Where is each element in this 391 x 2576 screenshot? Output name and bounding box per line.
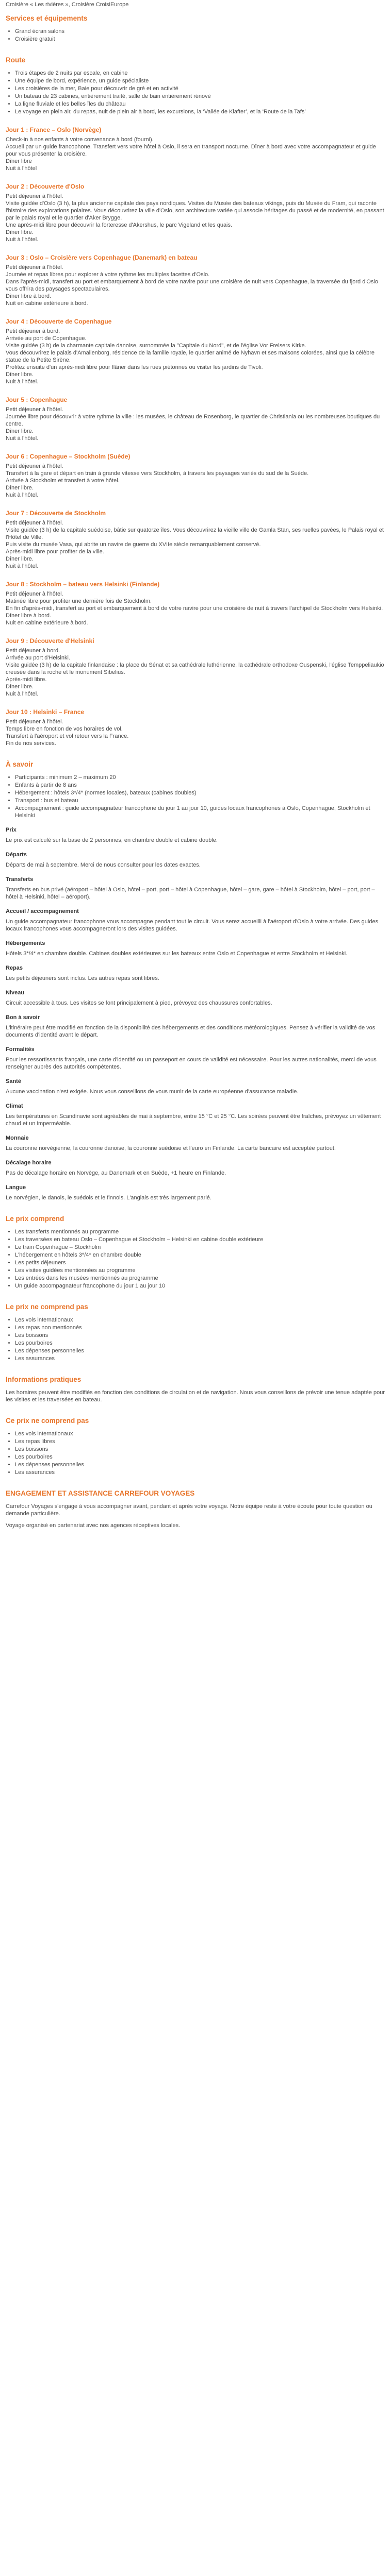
day-description xyxy=(6,328,385,385)
day-title: Jour 2 : Découverte d'Oslo xyxy=(6,183,85,190)
day-line: Petit déjeuner à bord. xyxy=(6,648,60,654)
cta-list xyxy=(6,1430,385,1476)
block-title: Transferts xyxy=(6,876,34,883)
list-item: • Le voyage en plein air, du repas, nuit de plein air à bord, les excursions, la ‘Vallée de Klafter’, et la ‘Route de la Tafs’ xyxy=(15,108,385,115)
info-text: Les horaires peuvent être modifiés en fonction des conditions de circulation et de navigation. Nous vous conseillons de prévoir une tenue adaptée pour les visites et les traversées en bateau. xyxy=(6,1389,385,1403)
day-description xyxy=(6,647,385,698)
block-text: L'itinéraire peut être modifié en fonction de la disponibilité des hébergements et des conditions météorologiques. Pensez à vérifier la validité de vos documents d'identité avant le départ. xyxy=(6,1025,376,1038)
list-item: • Les dépenses personnelles xyxy=(15,1461,385,1468)
block-title: Départs xyxy=(6,852,27,858)
day-description xyxy=(6,519,385,570)
day-line: Dans l'après-midi, transfert au port et embarquement à bord de votre navire pour une croisière de nuit vers Copenhague, la traversée du fjord d'Oslo vous offrira des paysages spectaculaires. xyxy=(6,279,379,292)
day-title: Jour 6 : Copenhague – Stockholm (Suède) xyxy=(6,453,131,460)
list-item: • L'hébergement en hôtels 3*/4* en chambre double xyxy=(15,1251,385,1259)
practical-blocks xyxy=(6,826,385,1201)
services-list xyxy=(6,28,385,43)
day-line: Vous découvrirez le palais d'Amalienborg, résidence de la famille royale, le quartier animé de Nyhavn et ses maisons colorées, ainsi que la célèbre statue de la Petite Sirène. xyxy=(6,350,375,363)
block-text: Pour les ressortissants français, une carte d'identité ou un passeport en cours de validité est nécessaire. Pour les autres nationalités, merci de vous renseigner auprès des autorités compétentes. xyxy=(6,1057,377,1070)
block-title: Climat xyxy=(6,1103,23,1109)
day-title: Jour 4 : Découverte de Copenhague xyxy=(6,318,112,325)
day-title: Jour 7 : Découverte de Stockholm xyxy=(6,510,106,517)
cta-title: Ce prix ne comprend pas xyxy=(6,1417,89,1425)
details-list xyxy=(6,774,385,819)
price-excludes-list xyxy=(6,1316,385,1362)
day-line: Profitez ensuite d'un après-midi libre pour flâner dans les rues piétonnes ou visiter les jardins de Tivoli. xyxy=(6,364,263,370)
day-line: Dîner libre. xyxy=(6,556,34,562)
list-item: • Enfants à partir de 8 ans xyxy=(15,782,385,789)
day-title: Jour 10 : Helsinki – France xyxy=(6,708,85,716)
day-line: Temps libre en fonction de vos horaires de vol. xyxy=(6,726,123,732)
day-line: Fin de nos services. xyxy=(6,740,56,747)
day-line: Dîner libre. xyxy=(6,428,34,434)
list-item: • Hébergement : hôtels 3*/4* (normes locales), bateaux (cabines doubles) xyxy=(15,789,385,796)
day-line: Dîner libre. xyxy=(6,371,34,378)
header-line: Croisière « Les rivières », Croisière CroisiEurope xyxy=(6,2,129,8)
block-title: Repas xyxy=(6,965,23,971)
day-line: Après-midi libre. xyxy=(6,676,47,683)
day-line: Petit déjeuner à bord. xyxy=(6,328,60,334)
day-description xyxy=(6,136,385,172)
block-text: Le norvégien, le danois, le suédois et le finnois. L'anglais est très largement parlé. xyxy=(6,1195,211,1201)
list-item: • Grand écran salons xyxy=(15,28,385,35)
list-item: • La ligne fluviale et les belles îles du château xyxy=(15,100,385,108)
day-line: Transfert à la gare et départ en train à grande vitesse vers Stockholm, à travers les paysages variés du sud de la Suède. xyxy=(6,470,309,477)
list-item: • Les visites guidées mentionnées au programme xyxy=(15,1267,385,1274)
list-item: • Les dépenses personnelles xyxy=(15,1347,385,1354)
day-title: Jour 9 : Découverte d'Helsinki xyxy=(6,637,94,645)
block-text: Transferts en bus privé (aéroport – hôtel à Oslo, hôtel – port, port – hôtel à Copenhague, hôtel – gare, gare – hôtel à Stockholm, hôtel – port, port – hôtel à Helsinki, hôtel – aéroport). xyxy=(6,887,375,900)
block-text: Les températures en Scandinavie sont agréables de mai à septembre, entre 15 °C et 25 °C. Les soirées peuvent être fraîches, prévoyez un vêtement chaud et un imperméable. xyxy=(6,1113,381,1127)
day-title: Jour 1 : France – Oslo (Norvège) xyxy=(6,126,102,133)
services-title: Services et équipements xyxy=(6,14,88,22)
day-title: Jour 5 : Copenhague xyxy=(6,396,68,403)
day-title: Jour 8 : Stockholm – bateau vers Helsinki (Finlande) xyxy=(6,581,160,588)
list-item: • Les vols internationaux xyxy=(15,1316,385,1324)
list-item: • Les boissons xyxy=(15,1332,385,1339)
day-line: Journée libre pour découvrir à votre rythme la ville : les musées, le château de Rosenborg, le quartier de Christiania ou les nombreuses boutiques du centre. xyxy=(6,414,380,427)
route-list xyxy=(6,70,385,115)
day-line: Transfert à l'aéroport et vol retour vers la France. xyxy=(6,733,129,739)
day-description xyxy=(6,406,385,442)
block-title: Hébergements xyxy=(6,940,45,946)
day-line: Accueil par un guide francophone. Transfert vers votre hôtel à Oslo, il sera en transport nocturne. Dîner à bord avec votre accompagnateur et guide pour vous présenter la croisière. xyxy=(6,144,376,157)
day-description xyxy=(6,463,385,499)
day-line: Petit déjeuner à l'hôtel. xyxy=(6,406,63,413)
list-item: • Les petits déjeuners xyxy=(15,1259,385,1266)
block-title: Langue xyxy=(6,1184,26,1191)
list-item: • Les boissons xyxy=(15,1446,385,1453)
day-line: Dîner libre à bord. xyxy=(6,293,52,299)
list-item: • Les assurances xyxy=(15,1355,385,1362)
day-description xyxy=(6,264,385,307)
day-line: Nuit à l'hôtel. xyxy=(6,691,39,697)
day-line: Nuit à l'hôtel xyxy=(6,165,37,172)
day-line: Dîner libre. xyxy=(6,229,34,235)
list-item: • Les traversées en bateau Oslo – Copenhague et Stockholm – Helsinki en cabine double extérieure xyxy=(15,1236,385,1243)
day-line: Visite guidée (3 h) de la charmante capitale danoise, surnommée la "Capitale du Nord", et de l'église Vor Frelsers Kirke. xyxy=(6,343,306,349)
day-title: Jour 3 : Oslo – Croisière vers Copenhague (Danemark) en bateau xyxy=(6,254,198,261)
footer-text: Voyage organisé en partenariat avec nos agences réceptives locales. xyxy=(6,1522,181,1529)
day-line: Nuit à l'hôtel. xyxy=(6,379,39,385)
day-line: Puis visite du musée Vasa, qui abrite un navire de guerre du XVIIe siècle remarquablement conservé. xyxy=(6,541,261,548)
list-item: • Participants : minimum 2 – maximum 20 xyxy=(15,774,385,781)
list-item: • Les vols internationaux xyxy=(15,1430,385,1437)
block-title: Décalage horaire xyxy=(6,1160,52,1166)
day-line: Dîner libre à bord. xyxy=(6,613,52,619)
day-line: Nuit en cabine extérieure à bord. xyxy=(6,620,88,626)
block-title: Bon à savoir xyxy=(6,1014,40,1021)
day-description xyxy=(6,718,385,747)
block-title: Prix xyxy=(6,827,17,833)
day-description xyxy=(6,590,385,626)
day-line: Nuit à l'hôtel. xyxy=(6,563,39,569)
list-item: • Les repas non mentionnés xyxy=(15,1324,385,1331)
day-line: Petit déjeuner à l'hôtel. xyxy=(6,591,63,597)
day-line: Une après-midi libre pour découvrir la forteresse d'Akershus, le parc Vigeland et les quais. xyxy=(6,222,233,228)
day-line: Journée et repas libres pour explorer à votre rythme les multiples facettes d'Oslo. xyxy=(6,272,210,278)
info-title: Informations pratiques xyxy=(6,1376,82,1383)
block-title: Niveau xyxy=(6,990,25,996)
price-includes-list xyxy=(6,1228,385,1290)
list-item: • Les pourboires xyxy=(15,1340,385,1347)
list-item: • Le train Copenhague – Stockholm xyxy=(15,1244,385,1251)
day-line: Petit déjeuner à l'hôtel. xyxy=(6,719,63,725)
day-line: En fin d'après-midi, transfert au port et embarquement à bord de votre navire pour une croisière de nuit à travers l'archipel de Stockholm vers Helsinki. xyxy=(6,605,383,612)
day-line: Petit déjeuner à l'hôtel. xyxy=(6,264,63,270)
list-item: • Croisière gratuit xyxy=(15,36,385,43)
day-line: Visite guidée (3 h) de la capitale finlandaise : la place du Sénat et sa cathédrale luthérienne, la cathédrale orthodoxe Ouspenski, l'église Temppeliaukio creusée dans la roche et le monument Sibelius. xyxy=(6,662,384,675)
day-line: Après-midi libre pour profiter de la ville. xyxy=(6,549,104,555)
block-text: Un guide accompagnateur francophone vous accompagne pendant tout le circuit. Vous serez accueilli à l'aéroport d'Oslo à votre arrivée. Des guides locaux francophones vous accompagneront lors des visites guidées. xyxy=(6,919,379,932)
day-line: Dîner libre. xyxy=(6,684,34,690)
day-line: Check-in à nos enfants à votre convenance à bord (fourni). xyxy=(6,137,154,143)
list-item: • Accompagnement : guide accompagnateur francophone du jour 1 au jour 10, guides locaux francophones à Oslo, Copenhague, Stockholm et Helsinki xyxy=(15,805,385,819)
day-line: Arrivée à Stockholm et transfert à votre hôtel. xyxy=(6,478,120,484)
day-line: Nuit à l'hôtel. xyxy=(6,492,39,498)
day-line: Petit déjeuner à l'hôtel. xyxy=(6,463,63,469)
day-line: Visite guidée d'Oslo (3 h), la plus ancienne capitale des pays nordiques. Visites du Musée des bateaux vikings, puis du Musée du Fram, qui raconte l'histoire des explorations polaires. Vous découvrirez la ville d'Oslo, son architecture variée qui associe héritages du passé et de modernité, en passant par le palais royal et le quartier d'Aker Brygge. xyxy=(6,200,384,221)
day-line: Petit déjeuner à l'hôtel. xyxy=(6,193,63,199)
block-text: Hôtels 3*/4* en chambre double. Cabines doubles extérieures sur les bateaux entre Oslo et Copenhague et entre Stockholm et Helsinki. xyxy=(6,951,348,957)
block-text: Les petits déjeuners sont inclus. Les autres repas sont libres. xyxy=(6,975,159,981)
list-item: • Les entrées dans les musées mentionnés au programme xyxy=(15,1275,385,1282)
day-line: Nuit à l'hôtel. xyxy=(6,236,39,243)
day-line: Matinée libre pour profiter une dernière fois de Stockholm. xyxy=(6,598,152,604)
block-title: Formalités xyxy=(6,1046,35,1053)
day-line: Visite guidée (3 h) de la capitale suédoise, bâtie sur quatorze îles. Vous découvrirez la vieille ville de Gamla Stan, ses ruelles pavées, le Palais royal et l'Hôtel de Ville. xyxy=(6,527,384,540)
list-item: • Les repas libres xyxy=(15,1438,385,1445)
day-line: Nuit en cabine extérieure à bord. xyxy=(6,300,88,307)
itinerary xyxy=(6,126,385,747)
block-title: Santé xyxy=(6,1078,21,1084)
day-line: Dîner libre xyxy=(6,158,32,164)
list-item: • Les transferts mentionnés au programme xyxy=(15,1228,385,1235)
list-item: • Un bateau de 23 cabines, entièrement traité, salle de bain entièrement rénové xyxy=(15,93,385,100)
block-text: Aucune vaccination n'est exigée. Nous vous conseillons de vous munir de la carte européenne d'assurance maladie. xyxy=(6,1089,299,1095)
day-line: Arrivée au port de Copenhague. xyxy=(6,335,87,342)
list-item: • Les pourboires xyxy=(15,1453,385,1461)
day-line: Dîner libre. xyxy=(6,485,34,491)
day-description xyxy=(6,193,385,243)
price-excludes-title: Le prix ne comprend pas xyxy=(6,1303,88,1311)
list-item: • Les croisières de la mer, Baie pour découvrir de gré et en activité xyxy=(15,85,385,92)
block-text: Le prix est calculé sur la base de 2 personnes, en chambre double et cabine double. xyxy=(6,837,218,843)
block-title: Accueil / accompagnement xyxy=(6,908,79,914)
price-includes-title: Le prix comprend xyxy=(6,1215,64,1223)
block-text: La couronne norvégienne, la couronne danoise, la couronne suédoise et l'euro en Finlande. La carte bancaire est acceptée partout. xyxy=(6,1145,336,1151)
list-item: • Un guide accompagnateur francophone du jour 1 au jour 10 xyxy=(15,1282,385,1290)
engagement-text: Carrefour Voyages s'engage à vous accompagner avant, pendant et après votre voyage. Notre équipe reste à votre écoute pour toute question ou demande particulière. xyxy=(6,1503,372,1517)
details-title: À savoir xyxy=(6,760,34,768)
block-text: Pas de décalage horaire en Norvège, au Danemark et en Suède, +1 heure en Finlande. xyxy=(6,1170,226,1176)
list-item: • Transport : bus et bateau xyxy=(15,797,385,804)
engagement-title: ENGAGEMENT ET ASSISTANCE CARREFOUR VOYAGES xyxy=(6,1489,195,1497)
block-title: Monnaie xyxy=(6,1135,29,1141)
list-item: • Une équipe de bord, expérience, un guide spécialiste xyxy=(15,77,385,84)
list-item: • Les assurances xyxy=(15,1469,385,1476)
day-line: Nuit à l'hôtel. xyxy=(6,435,39,442)
block-text: Départs de mai à septembre. Merci de nous consulter pour les dates exactes. xyxy=(6,862,201,868)
day-line: Arrivée au port d'Helsinki. xyxy=(6,655,70,661)
day-line: Petit déjeuner à l'hôtel. xyxy=(6,520,63,526)
list-item: • Trois étapes de 2 nuits par escale, en cabine xyxy=(15,70,385,77)
block-text: Circuit accessible à tous. Les visites se font principalement à pied, prévoyez des chaussures confortables. xyxy=(6,1000,272,1006)
route-title: Route xyxy=(6,56,26,64)
